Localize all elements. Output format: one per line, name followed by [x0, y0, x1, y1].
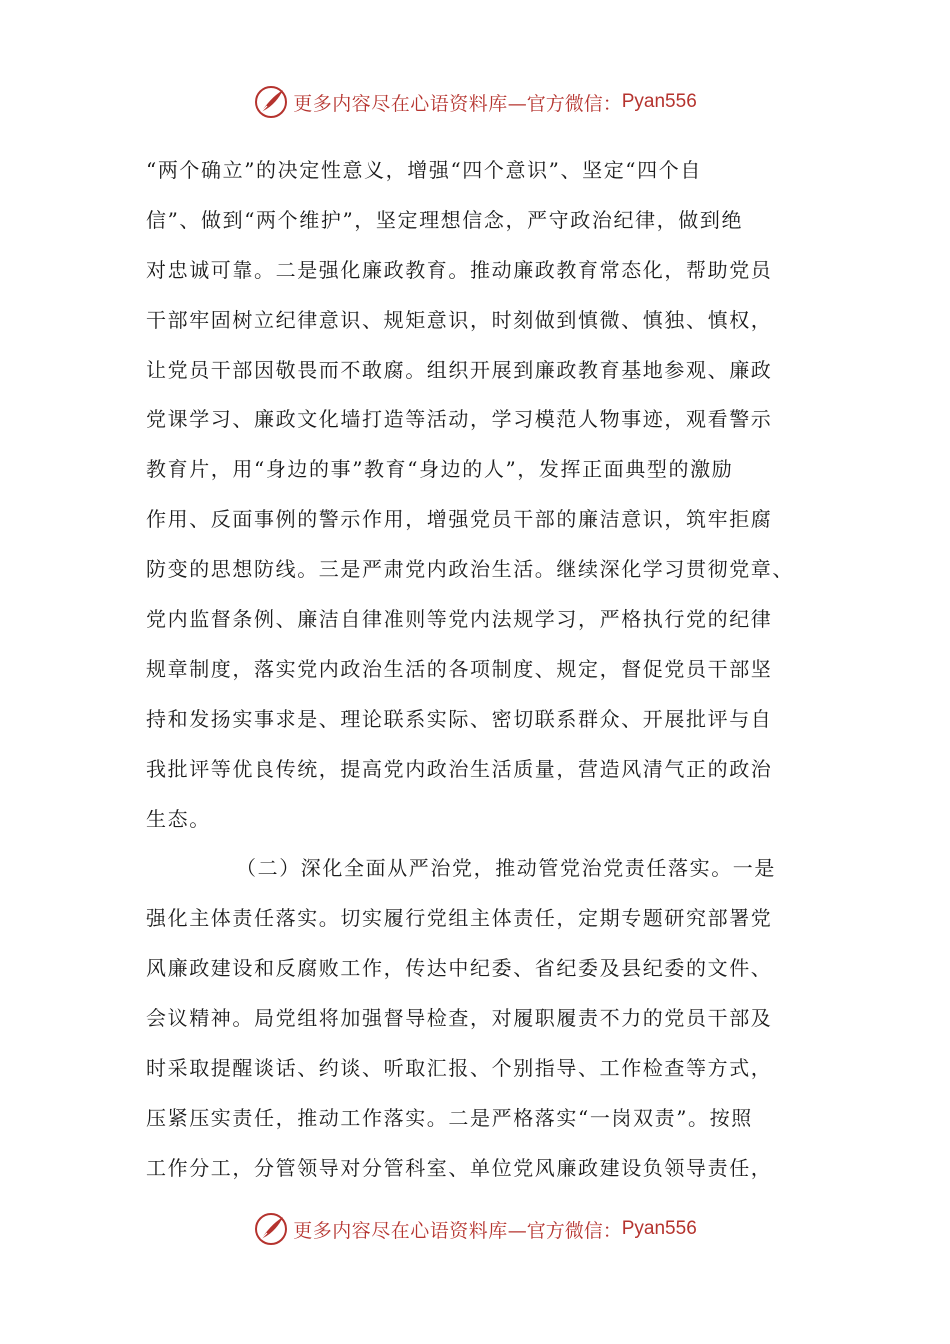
text-line: 对忠诚可靠。二是强化廉政教育。推动廉政教育常态化，帮助党员 — [146, 257, 773, 282]
watermark-wechat-id: Pyan556 — [621, 91, 697, 112]
text-line: 教育片，用“身边的事”教育“身边的人”，发挥正面典型的激励 — [146, 457, 734, 482]
text-line: 规章制度，落实党内政治生活的各项制度、规定，督促党员干部坚 — [146, 656, 773, 681]
watermark-title: 更多内容尽在心语资料库 — [293, 1219, 508, 1242]
header-watermark — [0, 82, 950, 122]
text-line: 让党员干部因敬畏而不敢腐。组织开展到廉政教育基地参观、廉政 — [146, 357, 773, 382]
text-line: “两个确立”的决定性意义，增强“四个意识”、坚定“四个自 — [146, 158, 702, 182]
text-line: 防变的思想防线。三是严肃党内政治生活。继续深化学习贯彻党章、 — [146, 557, 794, 582]
text-line: 党内监督条例、廉洁自律准则等党内法规学习，严格执行党的纪律 — [146, 607, 773, 632]
text-line: 信”、做到“两个维护”，坚定理想信念，严守政治纪律，做到绝 — [146, 207, 744, 232]
text-line: 工作分工，分管领导对分管科室、单位党风廉政建设负领导责任， — [146, 1155, 773, 1180]
text-line: 我批评等优良传统，提高党内政治生活质量，营造风清气正的政治 — [146, 756, 773, 781]
text-line: 党课学习、廉政文化墙打造等活动，学习模范人物事迹，观看警示 — [146, 407, 773, 432]
document-body — [146, 150, 811, 1198]
section-heading-line: （二）深化全面从严治党，推动管党治党责任落实。一是 — [236, 856, 776, 881]
quill-logo-icon — [253, 84, 289, 120]
text-line: 强化主体责任落实。切实履行党组主体责任，定期专题研究部署党 — [146, 906, 773, 931]
text-line: 时采取提醒谈话、约谈、听取汇报、个别指导、工作检查等方式， — [146, 1056, 773, 1081]
watermark-wechat-id: Pyan556 — [621, 1218, 697, 1239]
text-line: 持和发扬实事求是、理论联系实际、密切联系群众、开展批评与自 — [146, 706, 773, 731]
text-line: 压紧压实责任，推动工作落实。二是严格落实“一岗双责”。按照 — [146, 1105, 753, 1130]
watermark-title: 更多内容尽在心语资料库 — [293, 92, 508, 115]
text-line: 生态。 — [146, 806, 211, 831]
watermark-separator: —官方微信： — [507, 1219, 622, 1242]
text-line: 作用、反面事例的警示作用，增强党员干部的廉洁意识，筑牢拒腐 — [146, 507, 773, 532]
text-line: 会议精神。局党组将加强督导检查，对履职履责不力的党员干部及 — [146, 1006, 773, 1031]
text-line: 风廉政建设和反腐败工作，传达中纪委、省纪委及县纪委的文件、 — [146, 956, 773, 981]
quill-logo-icon — [253, 1211, 289, 1247]
text-line: 干部牢固树立纪律意识、规矩意识，时刻做到慎微、慎独、慎权， — [146, 307, 773, 332]
footer-watermark — [0, 1209, 950, 1249]
watermark-separator: —官方微信： — [507, 92, 622, 115]
